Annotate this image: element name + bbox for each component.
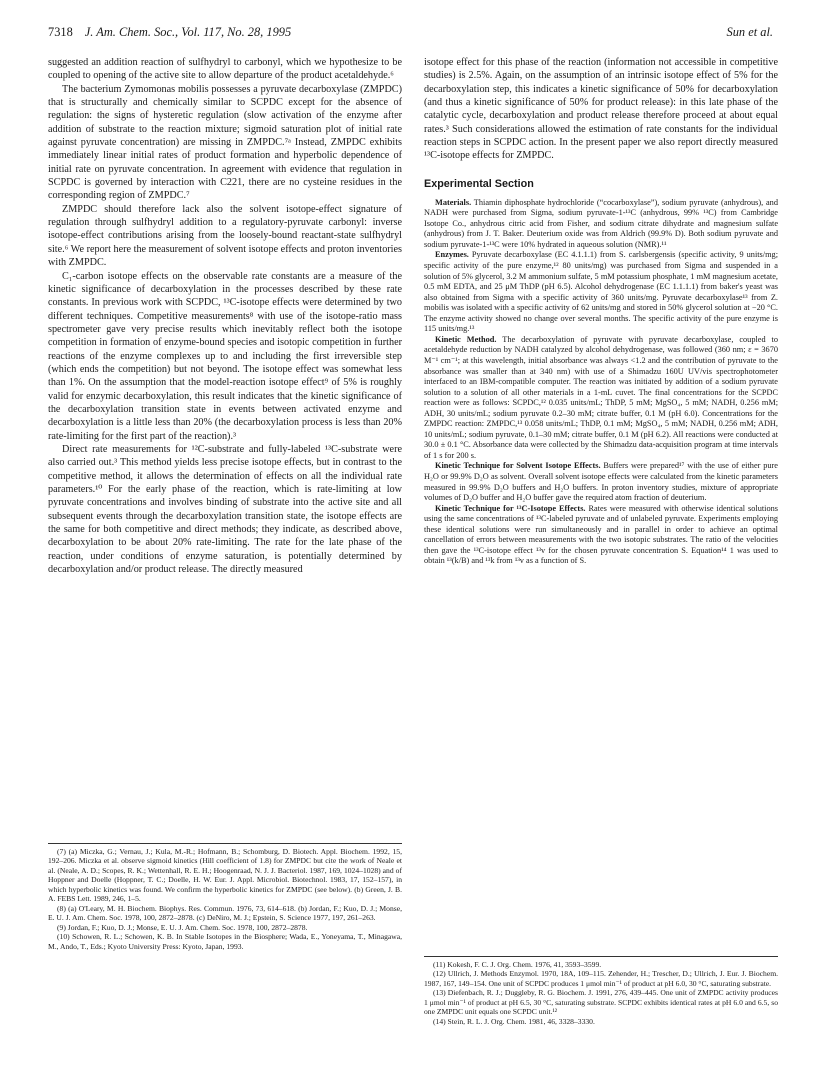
footnote: (7) (a) Miczka, G.; Vernau, J.; Kula, M.-R.; Hofmann, B.; Schomburg, D. Biotech. Appl. Biochem. 1992, 15, 192–206. Miczka et al. observe sigmoid kinetics (Hill coefficient of 1.8) for ZMPDC but cite the work of Neale et al. (Neale, A. D.; Scopes, R. K.; Wettenhall, R. E. H.; Hoogenraad, N. J. J. Bacteriol. 1987, 169, 1024–1028) and of Hoppner and Doelle (Hoppner, T. C.; Doelle, H. W. Eur. J. Appl. Microbiol. Biotechnol. 1983, 17, 152–157), in which hyperbolic kinetics was found. We confirm the hyperbolic kinetics for ZMPDC (see below). (b) Green, J. B. A. FEBS Lett. 1989, 246, 1–5. [48,847,402,904]
footnote: (10) Schowen, R. L.; Schowen, K. B. In Stable Isotopes in the Biosphere; Wada, E., Yoneyama, T., Minagawa, M., Ando, T., Eds.; Kyoto University Press: Kyoto, Japan, 1993. [48,932,402,951]
subsection-paragraph [424,198,778,251]
run-in-heading: Kinetic Technique for ¹³C-Isotope Effects. [435,503,586,513]
left-column [48,56,402,576]
run-in-heading: Kinetic Method. [435,334,497,344]
footnote-rule [424,956,778,957]
footnote: (12) Ullrich, J. Methods Enzymol. 1970, 18A, 109–115. Zehender, H.; Trescher, D.; Ullrich, J. Eur. J. Biochem. 1987, 167, 149–154. One unit of SCPDC produces 1 μmol min⁻¹ of product at pH 6.0, 30 °C, saturating substrate. [424,969,778,988]
section-heading: Experimental Section [424,177,534,190]
run-in-heading: Enzymes. [435,250,469,260]
paragraph: The bacterium Zymomonas mobilis possesses a pyruvate decarboxylase (ZMPDC) that is structurally and chemically similar to SCPDC except for the absence of regulation: the signs of hysteretic regulation (slow activation of the enzyme after addition of substrate to the reaction mixture; sigmoid saturation plot of initial rate against pyruvate concentration) are missing in ZMPDC.⁷ᵃ Instead, ZMPDC exhibits immediately linear initial rates of product formation and hyperbolic dependence of initial rate on pyruvate concentration. In agreement with evidence that regulation in SCPDC is governed by interaction with C221, there are no cysteine residues in the corresponding region of ZMPDC.⁷ [48,83,402,202]
run-in-heading: Kinetic Technique for Solvent Isotope Effects. [435,461,601,471]
page-number: 7318 [48,25,73,39]
subsection-text: Thiamin diphosphate hydrochloride (“cocarboxylase”), sodium pyruvate (anhydrous), and NADH were purchased from Sigma, sodium pyruvate-1-¹³C (anhydrous, 99% ¹³C) from Cambridge Isotope Co., anhydrous citric acid from Fisher, and sodium citrate dihydrate and magnesium sulfate (anhydrous) from J. T. Baker. Deuterium oxide was from Aldrich (99.9% D). Both sodium pyruvate and sodium pyruvate-1-¹³C were 10% hydrated in aqueous solution (NMR).¹¹ [424,197,778,249]
paragraph: ZMPDC should therefore lack also the solvent isotope-effect signature of regulation through sulfhydryl addition to a regulatory-pyruvate carbonyl: inverse isotope-effect contributions arising from the loosely-bound reactant-state sulfhydryl site.⁶ We report here the measurement of solvent isotope effects and proton inventories with ZMPDC. [48,203,402,269]
running-header [48,25,773,43]
run-in-heading: Materials. [435,197,472,207]
right-column [424,56,778,567]
paragraph: suggested an addition reaction of sulfhydryl to carbonyl, which we hypothesize to be coupled to opening of the active site to allow departure of the product acetaldehyde.⁶ [48,57,402,82]
paragraph: Direct rate measurements for ¹²C-substrate and fully-labeled ¹³C-substrate were also carried out.³ This method yields less precise isotope effects, but in contrast to the competitive method, it allows the determination of effects on all the individual rate parameters.¹⁰ For the early phase of the reaction, which is rate-limiting at low pyruvate concentrations and involves binding of substrate into the active site and all subsequent events through the decarboxylation transition state, the isotope effects are the same for both competitive and direct methods; they indicate, as described above, decarboxylation to be about 20% rate-limiting. The rate for the late phase of the reaction, under conditions of enzyme saturation, is potentially determined by decarboxylation and/or product release. The directly measured [48,443,402,576]
journal-citation: J. Am. Chem. Soc., Vol. 117, No. 28, 1995 [84,25,292,39]
subsection-paragraph [424,250,778,334]
subsection-text: The decarboxylation of pyruvate with pyruvate decarboxylase, coupled to acetaldehyde reduction by NADH catalyzed by alcohol dehydrogenase, was followed (360 nm; ε = 3670 M⁻¹ cm⁻¹; at this wavelength, initial absorbance was always <1.2 and the contribution of pyruvate to the absorbance was smaller than at 340 nm) with use of a Shimadzu 160U UV/vis spectrophotometer interfaced to an IBM-compatible computer. The reaction was initiated by addition of a sodium pyruvate solution to a solution of all other materials in a 1-mL cuvet. The final concentrations for the SCPDC reaction were as follows: SCPDC,¹² 0.035 units/mL; ThDP, 5 mM; MgSO₄, 5 mM; NADH, 0.256 mM; ADH, 30 units/mL; sodium pyruvate 0.2–30 mM; citrate buffer, 0.1 M (pH 6.0). Concentrations for the ZMPDC reaction: ZMPDC,¹³ 0.058 units/mL; ThDP, 0.1 mM; MgSO₄, 5 mM; NADH, 0.256 mM; ADH, 10 units/mL; sodium pyruvate, 0.1–30 mM; citrate buffer, 0.1 M (pH 6.2). All reactions were conducted at 30.0 ± 0.1 °C. Absorbance data were collected by the Shimadzu data-acquisition program at time intervals of 1 s for 200 s. [424,334,778,460]
footnote: (14) Stein, R. L. J. Org. Chem. 1981, 46, 3328–3330. [433,1016,595,1026]
footnote: (9) Jordan, F.; Kuo, D. J.; Monse, E. U. J. Am. Chem. Soc. 1978, 100, 2872–2878. [57,922,308,932]
paragraph: isotope effect for this phase of the reaction (information not accessible in competitive studies) is 2.5%. Again, on the assumption of an intrinsic isotope effect of 5% for the decarboxylation step, this indicates a kinetic significance of 50% for decarboxylation (and thus a kinetic significance of 50% for product release): in this late phase of the catalytic cycle, decarboxylation and product release therefore proceed at about equal rates.³ Such considerations allowed the estimation of rate constants for the individual reaction steps in SCPDC action. In the present paper we also report directly measured ¹³C-isotope effects for ZMPDC. [424,57,778,162]
footnote: (11) Kokesh, F. C. J. Org. Chem. 1976, 41, 3593–3599. [433,960,602,969]
header-left [48,25,291,40]
paragraph: C₁-carbon isotope effects on the observable rate constants are a measure of the kinetic significance of decarboxylation in the processes described by these rate constants. In previous work with SCPDC, ¹³C-isotope effects were determined by two different techniques. Competitive measurements⁸ with use of the isotope-ratio mass spectrometer gave very precise results which inevitably reflect both the isotope competition in formation of enzyme-bound species and isotopic competition in further reactions of the enzyme complexes up to and including the first irreversible step (which ends the competition) but not beyond. The isotope effect was somewhat less than 1%. On the assumption that the model-reaction isotope effect⁹ of 5% is roughly valid for enzymic decarboxylation, this result indicates that the kinetic significance of the decarboxylation transition state in events between activated enzyme and decarboxylation is a little less than 20% (the decarboxylation process is less than 20% rate-limiting for the first part of the reaction).³ [48,270,402,442]
footnote: (13) Diefenbach, R. J.; Duggleby, R. G. Biochem. J. 1991, 276, 439–445. One unit of ZMPDC activity produces 1 μmol min⁻¹ of product at pH 6.5, 30 °C, saturating substrate. SCPDC exhibits identical rates at pH 6.0 and 6.5, so one ZMPDC unit equals one SCPDC unit.¹² [424,988,778,1017]
subsection-paragraph [424,461,778,503]
footnote-rule [48,843,402,844]
subsection-text: Rates were measured with otherwise identical solutions using the same concentrations of ¹³C-labeled pyruvate and of unlabeled pyruvate. Experiments employing these identical solutions were run simultaneously and in parallel in order to achieve an optimal cancellation of errors between measurements with the two isotopic substrates. The ratio of the velocities then gave the ¹³C-isotope effect ¹³v for the chosen pyruvate concentration S. Equation¹⁴ 1 was used to obtain ¹³(k/B) and ¹³k from ¹³v as a function of S. [424,503,779,566]
subsection-text: Buffers were prepared¹⁷ with the use of either pure H₂O or 99.9% D₂O as solvent. Overall solvent isotope effects were calculated from the kinetic parameters measured in 99.9% D₂O buffers and H₂O buffers. In proton inventory studies, mixture of appropriate volumes of D₂O buffer and H₂O buffer gave the required atom fraction of deuterium. [424,461,778,503]
footnote: (8) (a) O'Leary, M. H. Biochem. Biophys. Res. Commun. 1976, 73, 614–618. (b) Jordan, F.; Kuo, D. J.; Monse, E. U. J. Am. Chem. Soc. 1978, 100, 2872–2878. (c) DeNiro, M. J.; Epstein, S. Science 1977, 197, 261–263. [48,903,402,923]
subsection-text: Pyruvate decarboxylase (EC 4.1.1.1) from S. carlsbergensis (specific activity, 9 units/mg; specific activity of the pure enzyme,¹² 80 units/mg) was purchased from Sigma and suspended in a solution of 5% glycerol, 3.2 M ammonium sulfate, 5 mM potassium phosphate, 1 mM magnesium acetate, 0.5 mM EDTA, and 25 μM ThDP (pH 6.5). Alcohol dehydrogenase (EC 1.1.1.1) from baker's yeast was also obtained from Sigma with a specific activity of 360 units/mg. Pyruvate decarboxylase¹³ from Z. mobilis was isolated with a specific activity of 62 units/mg and stored in 50% glycerol solution at −20 °C. The enzyme activity showed no change over several months. The specific activity of the pure enzyme is 115 units/mg.¹³ [424,250,778,334]
footnotes-right [424,956,778,1026]
subsection-paragraph [424,335,778,462]
footnotes-left [48,843,402,951]
subsection-paragraph [424,504,778,567]
running-authors: Sun et al. [726,25,773,39]
